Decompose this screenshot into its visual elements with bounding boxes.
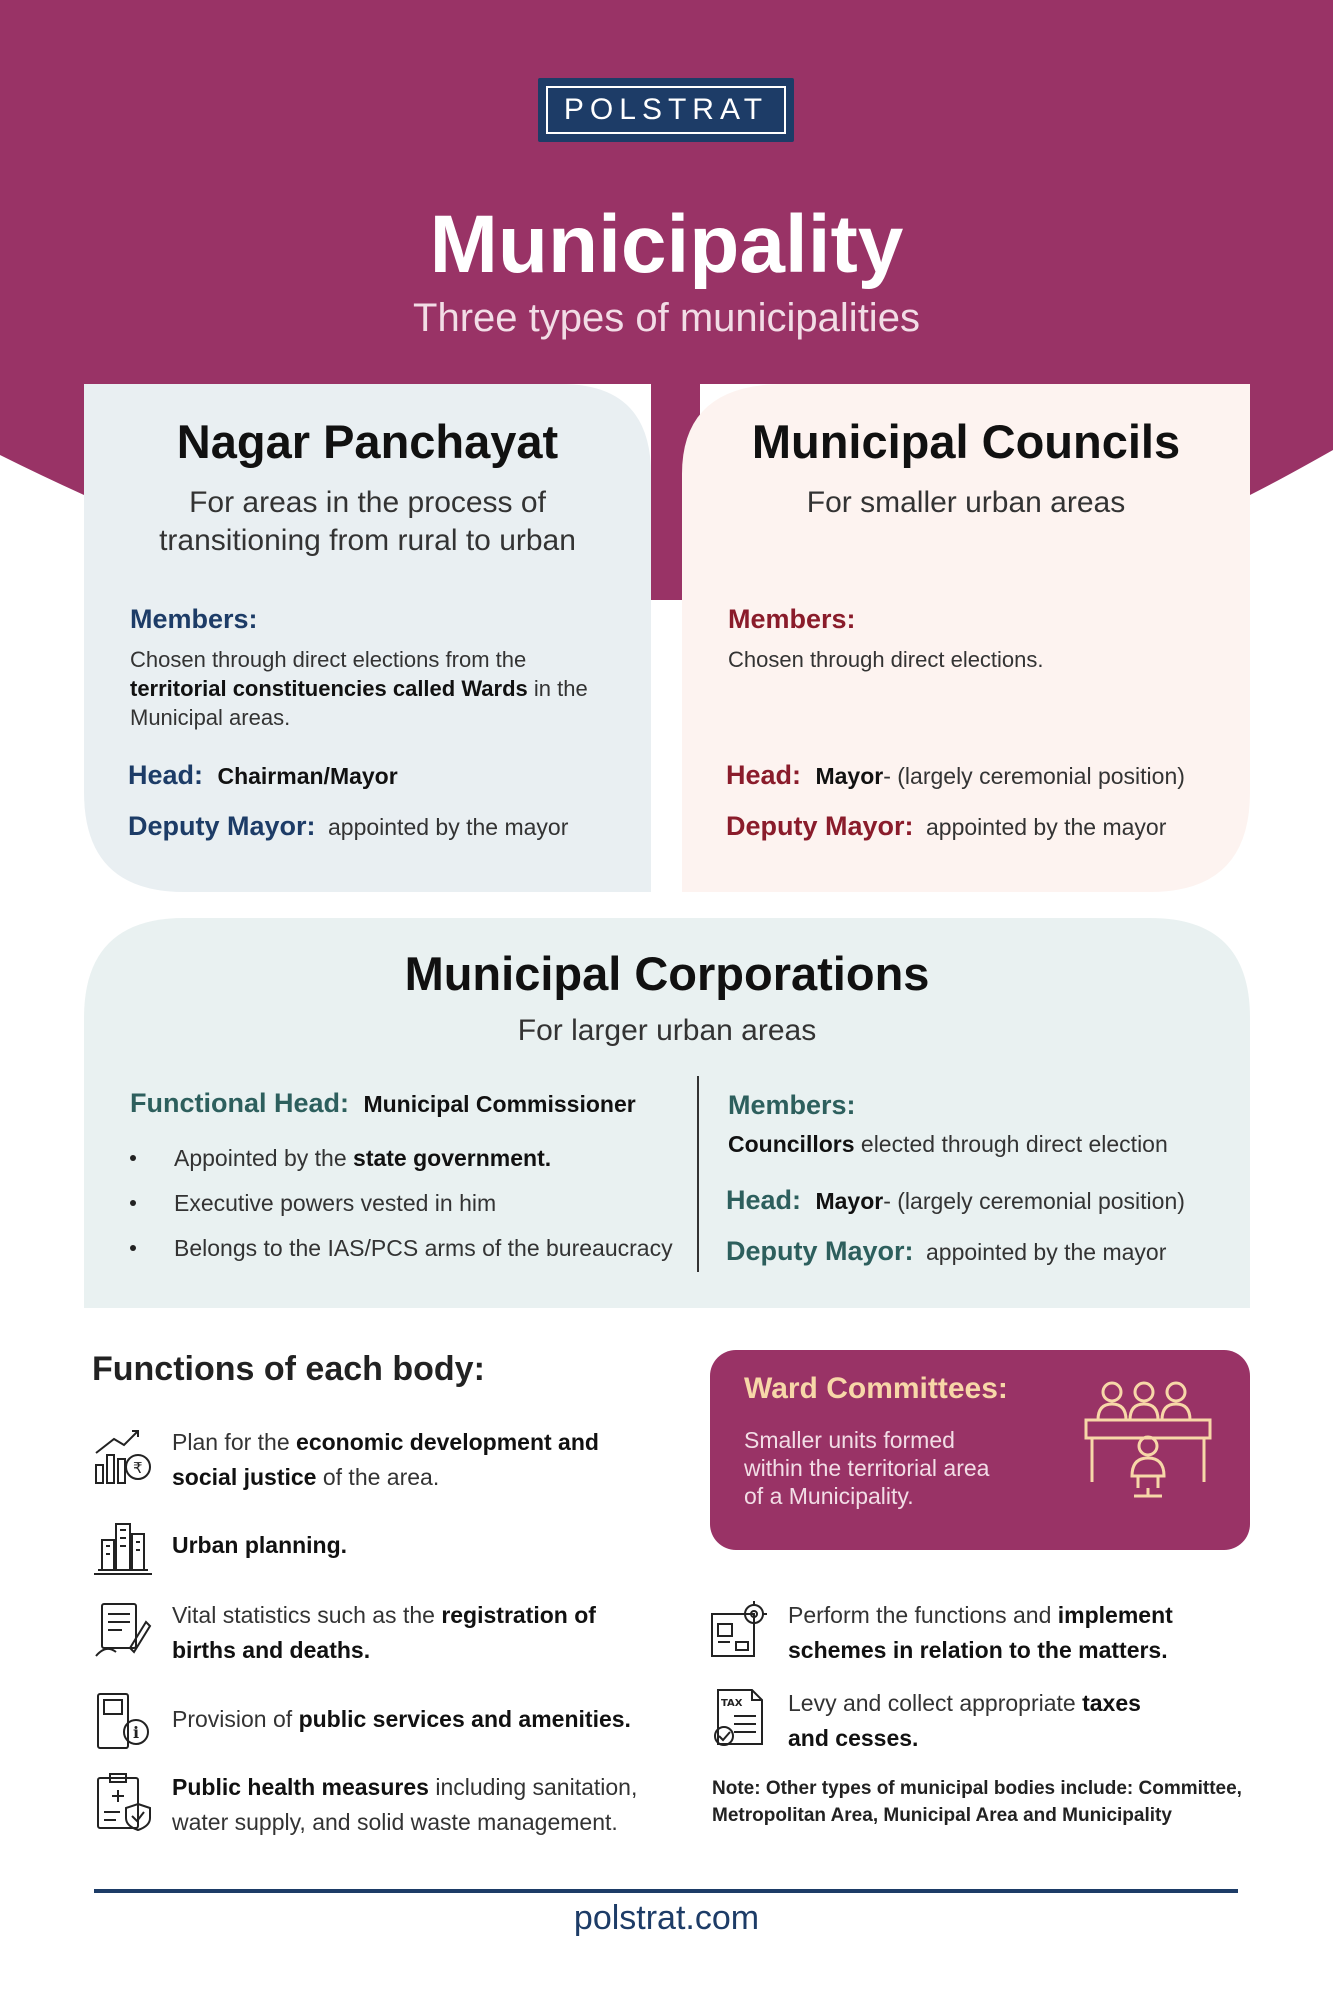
register-document-icon (92, 1598, 154, 1660)
tax-document-icon (708, 1686, 770, 1748)
city-buildings-icon (92, 1516, 154, 1578)
svg-text:TAX: TAX (721, 1698, 743, 1709)
councils-subtitle: For smaller urban areas (806, 486, 1126, 519)
health-clipboard-icon (92, 1770, 154, 1832)
corporations-head: Head: Mayor- (largely ceremonial position) (726, 1185, 1185, 1215)
polstrat-logo (538, 78, 794, 142)
info-kiosk-icon (92, 1690, 154, 1752)
nagar-deputy: Deputy Mayor: appointed by the mayor (128, 811, 569, 841)
footer-url[interactable]: polstrat.com (573, 1899, 760, 1937)
functions-title: Functions of each body: (92, 1350, 485, 1388)
function-levy-taxes: TAX Levy and collect appropriate taxes and cesses. (708, 1686, 1268, 1756)
ward-committees-box (710, 1350, 1250, 1550)
nagar-subtitle: For areas in the process of transitioning from rural to urban (159, 486, 576, 557)
list-item: Executive powers vested in him (130, 1190, 673, 1235)
councils-deputy: Deputy Mayor: appointed by the mayor (726, 811, 1167, 841)
corporations-title: Municipal Corporations (404, 947, 930, 1000)
function-economic-development: ₹ Plan for the economic development and social justice of the area. (92, 1425, 692, 1495)
page-subtitle: Three types of municipalities (413, 296, 920, 340)
corporations-deputy: Deputy Mayor: appointed by the mayor (726, 1236, 1167, 1266)
nagar-title: Nagar Panchayat (176, 415, 559, 468)
logo-text: POLSTRAT (546, 86, 786, 134)
note-text: Note: Other types of municipal bodies include: Committee, Metropolitan Area, Municipal Area and Municipality (712, 1778, 1242, 1826)
councils-head: Head: Mayor- (largely ceremonial position) (726, 760, 1185, 790)
svg-text:₹: ₹ (133, 1459, 143, 1477)
nagar-members-text: Chosen through direct elections from the territorial constituencies called Wards in the Municipal areas. (130, 647, 588, 730)
corporations-members-label: Members: (728, 1090, 856, 1120)
ward-text: Smaller units formed within the territorial area of a Municipality. (744, 1427, 990, 1509)
page-title: Municipality (429, 199, 904, 290)
function-urban-planning: Urban planning. (92, 1516, 692, 1578)
function-public-health: Public health measures including sanitation, water supply, and solid waste management. (92, 1770, 692, 1840)
list-item: Belongs to the IAS/PCS arms of the bureaucracy (130, 1235, 673, 1280)
corporations-subtitle: For larger urban areas (517, 1014, 817, 1047)
function-public-services: i Provision of public services and amenities. (92, 1690, 692, 1752)
svg-text:i: i (133, 1723, 140, 1742)
function-vital-statistics: Vital statistics such as the registration of births and deaths. (92, 1598, 692, 1668)
nagar-members-label: Members: (130, 604, 258, 634)
nagar-head: Head: Chairman/Mayor (128, 760, 398, 790)
blueprint-gear-icon (708, 1598, 770, 1660)
councils-title: Municipal Councils (751, 415, 1181, 468)
footer-divider (94, 1889, 1238, 1893)
economic-chart-icon (92, 1425, 154, 1487)
corporations-bullet-list (130, 1145, 673, 1280)
councils-members-text: Chosen through direct elections. (728, 647, 1044, 672)
councils-members-label: Members: (728, 604, 856, 634)
corporations-functional-head: Functional Head: Municipal Commissioner (130, 1088, 636, 1118)
list-item: Appointed by the state government. (130, 1145, 673, 1190)
function-implement-schemes: Perform the functions and implement schemes in relation to the matters. (708, 1598, 1268, 1668)
corporations-members-text: Councillors elected through direct election (728, 1131, 1168, 1157)
ward-title: Ward Committees: (744, 1372, 1008, 1405)
committee-meeting-icon (1078, 1372, 1218, 1512)
